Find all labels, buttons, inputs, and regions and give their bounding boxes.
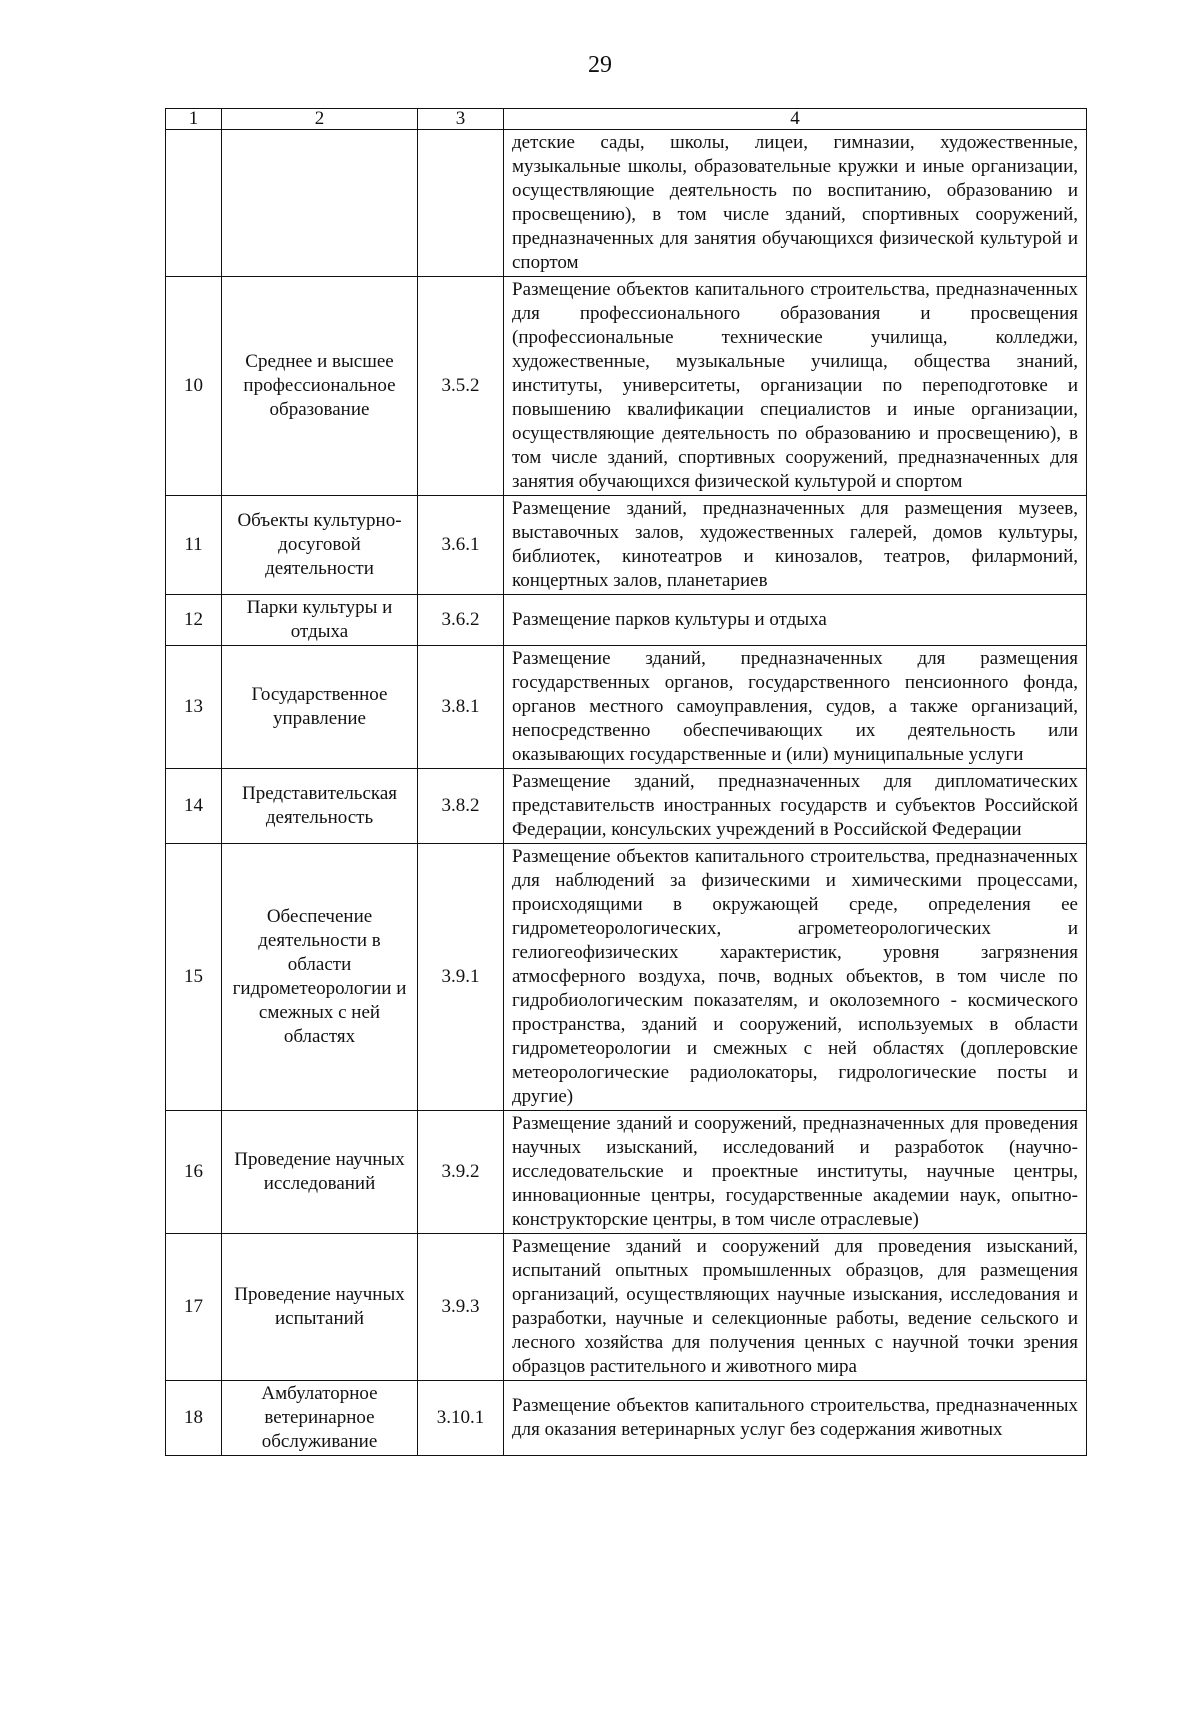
row-number: 10	[166, 277, 222, 496]
row-number: 17	[166, 1234, 222, 1381]
row-number: 13	[166, 646, 222, 769]
row-name: Обеспечение деятельности в области гидрометеорологии и смежных с ней областях	[222, 844, 418, 1111]
row-description: Размещение зданий, предназначенных для размещения музеев, выставочных залов, художественных галерей, домов культуры, библиотек, кинотеатров и кинозалов, театров, филармоний, концертных залов, планетариев	[504, 496, 1087, 595]
header-col-4: 4	[504, 109, 1087, 130]
row-description: Размещение объектов капитального строительства, предназначенных для оказания ветеринарных услуг без содержания животных	[504, 1381, 1087, 1456]
table-row	[166, 277, 1087, 496]
row-description: Размещение объектов капитального строительства, предназначенных для профессионального образования и просвещения (профессиональные технические училища, колледжи, художественные, музыкальные училища, общества знаний, институты, университеты, организации по переподготовке и повышению квалификации специалистов и иные организации, осуществляющие деятельность по образованию и просвещению), в том числе зданий, спортивных сооружений, предназначенных для занятия обучающихся физической культурой и спортом	[504, 277, 1087, 496]
row-code: 3.9.3	[418, 1234, 504, 1381]
row-name: Объекты культурно-досуговой деятельности	[222, 496, 418, 595]
table-row-continuation	[166, 130, 1087, 277]
row-name: Государственное управление	[222, 646, 418, 769]
row-number: 15	[166, 844, 222, 1111]
row-number: 16	[166, 1111, 222, 1234]
row-number: 12	[166, 595, 222, 646]
row-name: Парки культуры и отдыха	[222, 595, 418, 646]
row-name: Среднее и высшее профессиональное образование	[222, 277, 418, 496]
row-description: Размещение объектов капитального строительства, предназначенных для наблюдений за физическими и химическими процессами, происходящими в окружающей среде, определения ее гидрометеорологических, агрометеорологических и гелиогеофизических характеристик, уровня загрязнения атмосферного воздуха, почв, водных объектов, в том числе по гидробиологическим показателям, и околоземного - космического пространства, зданий и сооружений, используемых в области гидрометеорологии и смежных с ней областях (доплеровские метеорологические радиолокаторы, гидрологические посты и другие)	[504, 844, 1087, 1111]
header-col-3: 3	[418, 109, 504, 130]
table-row	[166, 646, 1087, 769]
table-row	[166, 496, 1087, 595]
row-code: 3.9.1	[418, 844, 504, 1111]
row-description: Размещение зданий и сооружений для проведения изысканий, испытаний опытных промышленных образцов, для размещения организаций, осуществляющих научные изыскания, исследования и разработки, научные и селекционные работы, ведение сельского и лесного хозяйства для получения ценных с научной точки зрения образцов растительного и животного мира	[504, 1234, 1087, 1381]
row-name: Амбулаторное ветеринарное обслуживание	[222, 1381, 418, 1456]
row-name: Проведение научных исследований	[222, 1111, 418, 1234]
table-row	[166, 1381, 1087, 1456]
row-number: 11	[166, 496, 222, 595]
header-col-1: 1	[166, 109, 222, 130]
table-row	[166, 1111, 1087, 1234]
row-code: 3.8.1	[418, 646, 504, 769]
row-code: 3.9.2	[418, 1111, 504, 1234]
row-description: Размещение зданий, предназначенных для размещения государственных органов, государственного пенсионного фонда, органов местного самоуправления, судов, а также организаций, непосредственно обеспечивающих их деятельность или оказывающих государственные и (или) муниципальные услуги	[504, 646, 1087, 769]
table-row	[166, 595, 1087, 646]
header-col-2: 2	[222, 109, 418, 130]
row-number: 14	[166, 769, 222, 844]
row-description: Размещение парков культуры и отдыха	[504, 595, 1087, 646]
row-code: 3.8.2	[418, 769, 504, 844]
page-number: 29	[588, 52, 612, 78]
continuation-description: детские сады, школы, лицеи, гимназии, художественные, музыкальные школы, образовательные кружки и иные организации, осуществляющие деятельность по воспитанию, образованию и просвещению), в том числе зданий, спортивных сооружений, предназначенных для занятия обучающихся физической культурой и спортом	[504, 130, 1087, 277]
row-code: 3.5.2	[418, 277, 504, 496]
row-code: 3.6.2	[418, 595, 504, 646]
row-name: Проведение научных испытаний	[222, 1234, 418, 1381]
row-name: Представительская деятельность	[222, 769, 418, 844]
row-code: 3.6.1	[418, 496, 504, 595]
row-description: Размещение зданий, предназначенных для дипломатических представительств иностранных государств и субъектов Российской Федерации, консульских учреждений в Российской Федерации	[504, 769, 1087, 844]
row-code: 3.10.1	[418, 1381, 504, 1456]
land-use-table	[165, 108, 1087, 1456]
table-row	[166, 769, 1087, 844]
table-row	[166, 1234, 1087, 1381]
row-number: 18	[166, 1381, 222, 1456]
row-description: Размещение зданий и сооружений, предназначенных для проведения научных изысканий, исследований и разработок (научно-исследовательские и проектные институты, научные центры, инновационные центры, государственные академии наук, опытно-конструкторские центры, в том числе отраслевые)	[504, 1111, 1087, 1234]
table-header-row	[166, 109, 1087, 130]
table-row	[166, 844, 1087, 1111]
